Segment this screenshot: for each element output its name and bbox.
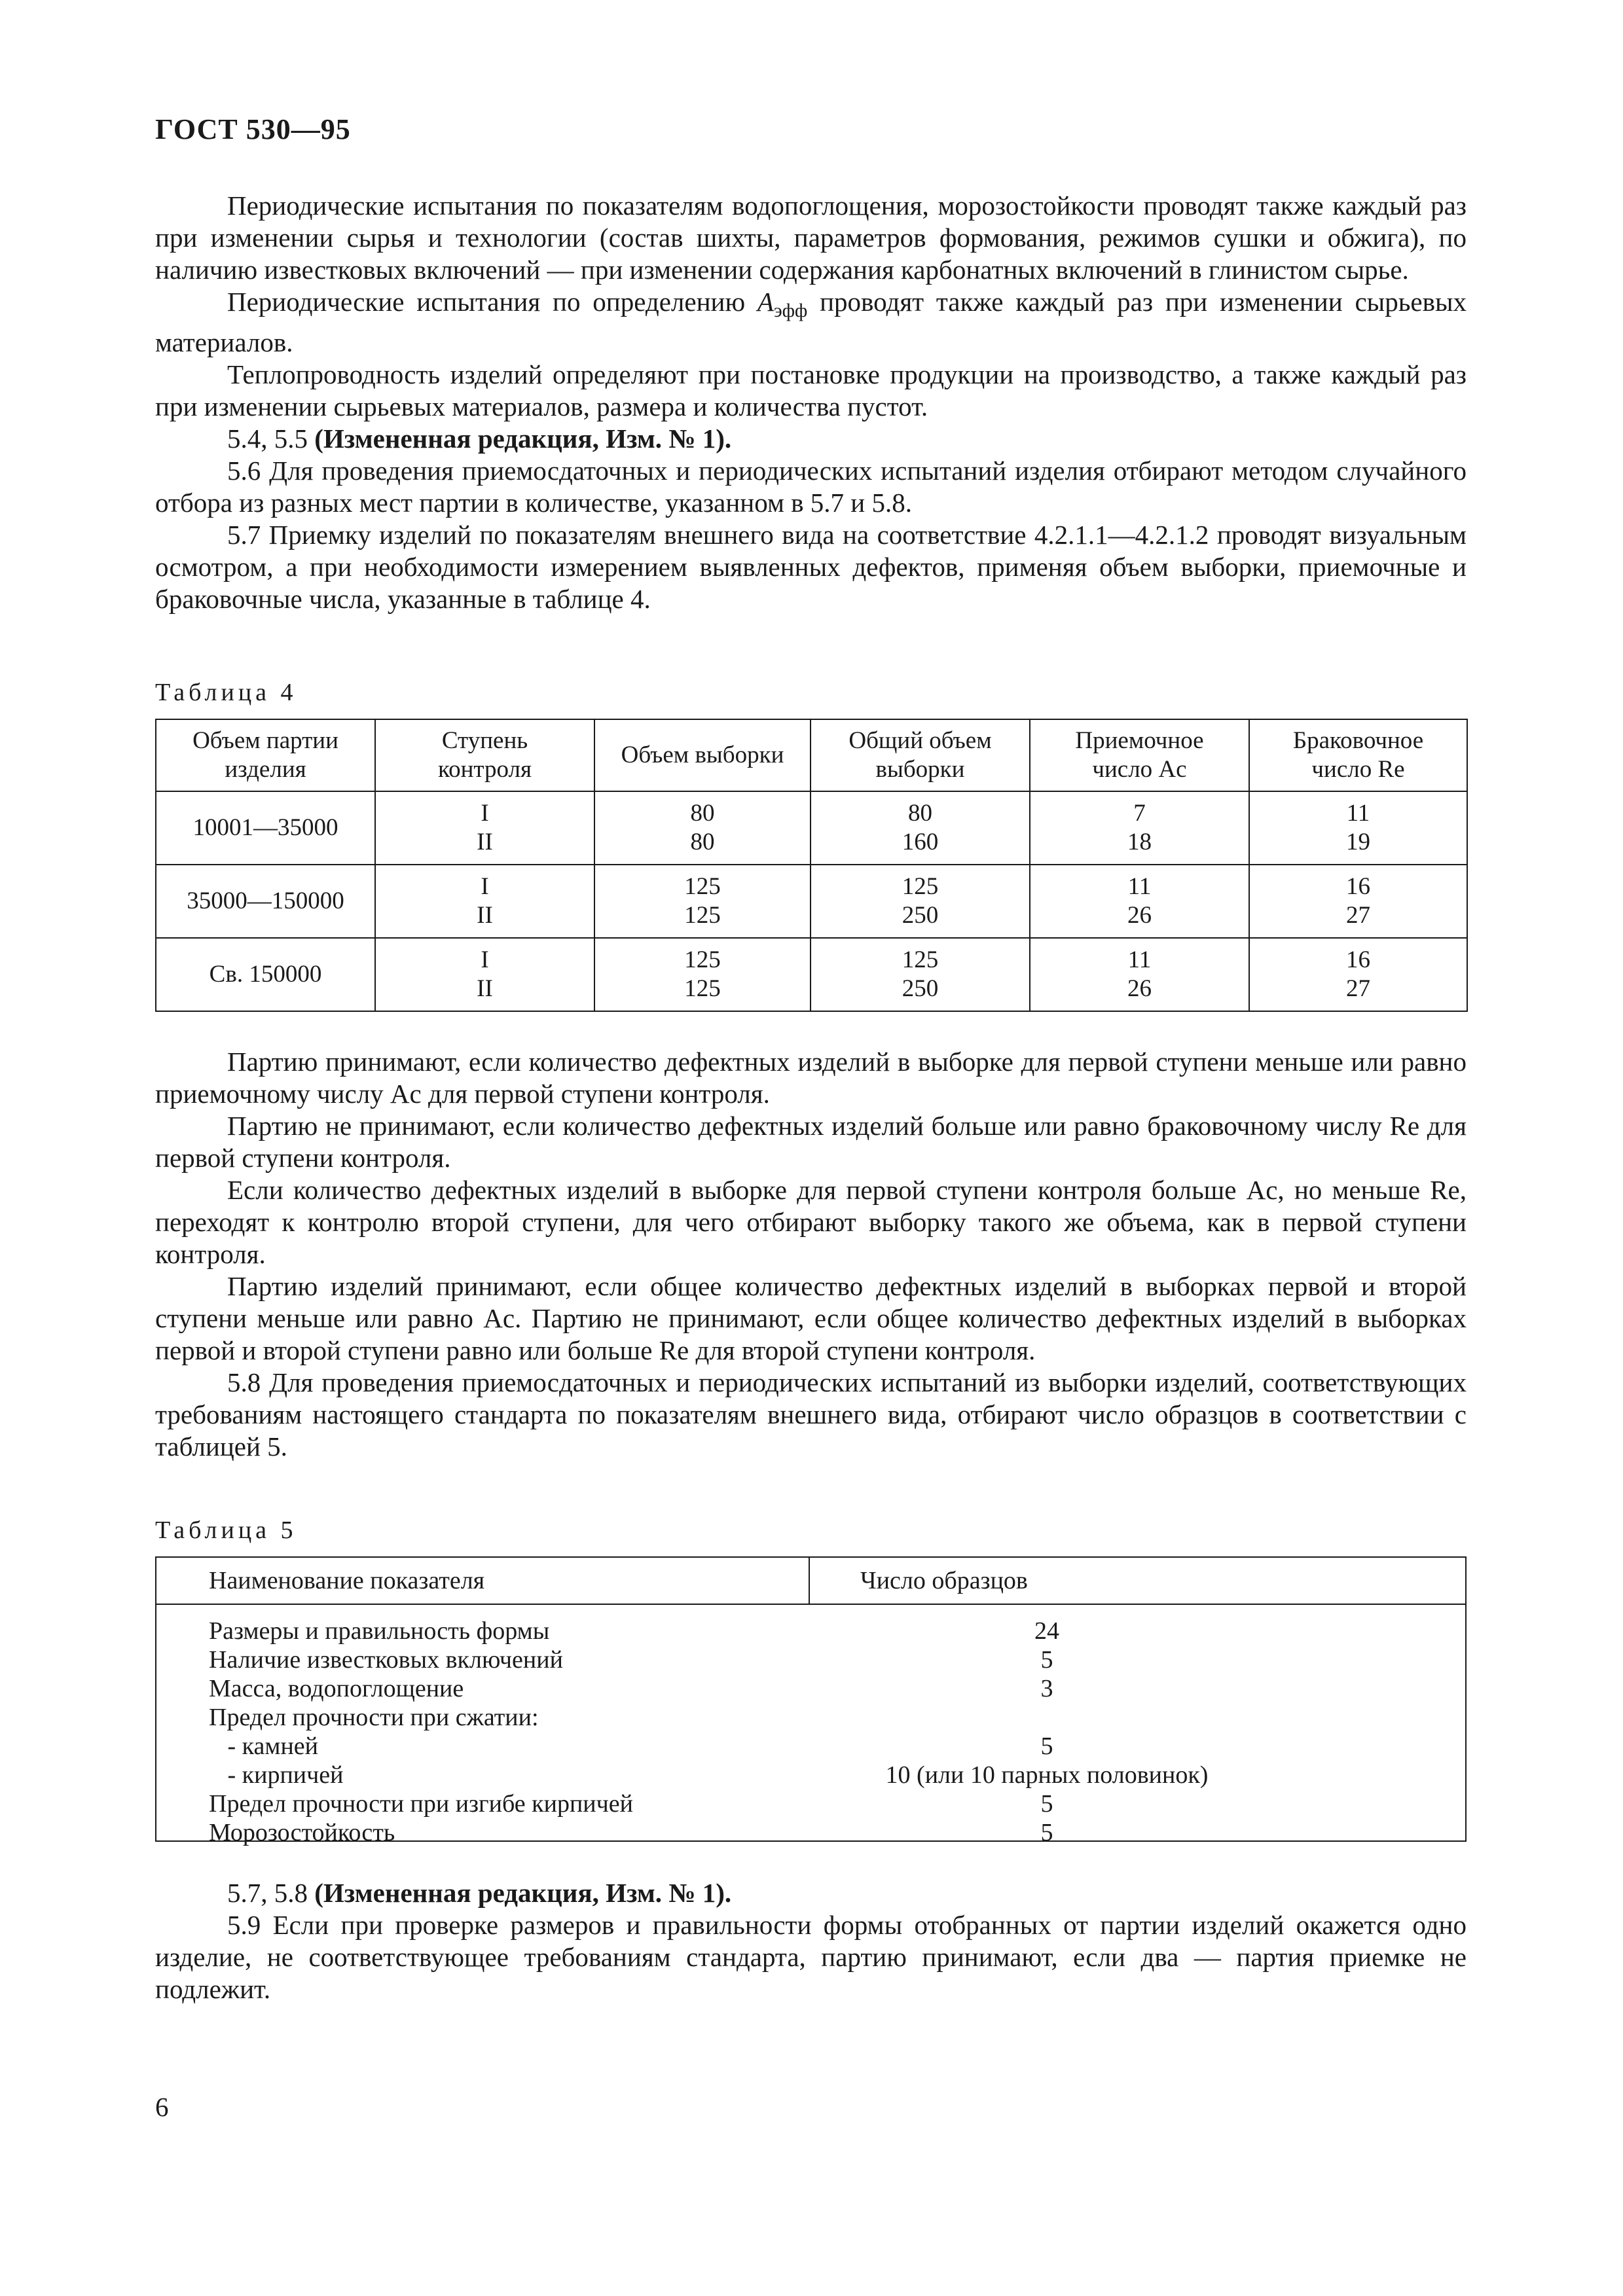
amendment-note bbox=[155, 423, 1467, 455]
cell-sample: 80 80 bbox=[594, 791, 811, 865]
cell-total: 125 250 bbox=[811, 938, 1030, 1011]
cell-ac: 7 18 bbox=[1030, 791, 1249, 865]
table5-body bbox=[156, 1617, 1465, 1847]
cell-re: 16 27 bbox=[1249, 938, 1467, 1011]
paragraph-5-7: 5.7 Приемку изделий по показателям внешнего вида на соответствие 4.2.1.1—4.2.1.2 проводят визуальным осмотром, а при необходимости измерением выявленных дефектов, применяя объем выборки, приемочные и браковочные числа, указанные в таблице 4. bbox=[155, 520, 1467, 615]
cell-stage: I II bbox=[375, 865, 594, 938]
table5-header bbox=[156, 1558, 1465, 1605]
cell-ac: 11 26 bbox=[1030, 865, 1249, 938]
paragraph: Периодические испытания по показателям водопоглощения, морозостойкости проводят также каждый раз при изменении сырья и технологии (состав шихты, параметров формования, режимов сушки и обжига), по наличию известковых включений — при изменении содержания карбонатных включений в глинистом сырье. bbox=[155, 190, 1467, 285]
table-row bbox=[156, 938, 1467, 1011]
header-lot: Объем партии изделия bbox=[156, 719, 375, 791]
header-stage: Ступень контроля bbox=[375, 719, 594, 791]
paragraph: Теплопроводность изделий определяют при постановке продукции на производство, а также каждый раз при изменении сырьевых материалов, размера и количества пустот. bbox=[155, 359, 1467, 422]
header-total: Общий объем выборки bbox=[811, 719, 1030, 791]
cell-re: 16 27 bbox=[1249, 865, 1467, 938]
cell-total: 125 250 bbox=[811, 865, 1030, 938]
header-indicator: Наименование показателя bbox=[209, 1567, 485, 1594]
table5-label: Таблица 5 bbox=[155, 1516, 297, 1544]
table-row: Наличие известковых включений 5 bbox=[209, 1646, 1053, 1674]
paragraph: Партию не принимают, если количество дефектных изделий больше или равно браковочному числу Re для первой ступени контроля. bbox=[155, 1111, 1467, 1173]
table-row: Размеры и правильность формы 24 bbox=[209, 1617, 1059, 1645]
top-text-block bbox=[155, 190, 1467, 615]
paragraph-5-8: 5.8 Для проведения приемосдаточных и периодических испытаний из выборки изделий, соответствующих требованиям настоящего стандарта по показателям внешнего вида, отбирают число образцов в соответствии с таблицей 5. bbox=[155, 1367, 1467, 1462]
cell-sample: 125 125 bbox=[594, 865, 811, 938]
header-re: Браковочное число Re bbox=[1249, 719, 1467, 791]
paragraph-5-6: 5.6 Для проведения приемосдаточных и периодических испытаний изделия отбирают методом случайного отбора из разных мест партии в количестве, указанном в 5.7 и 5.8. bbox=[155, 456, 1467, 518]
amendment-text: (Измененная редакция, Изм. № 1). bbox=[314, 1878, 732, 1908]
table-row bbox=[156, 791, 1467, 865]
column-divider bbox=[809, 1558, 810, 1604]
aeff-text-before: Периодические испытания по определению bbox=[227, 287, 757, 317]
table-row: - камней 5 bbox=[209, 1732, 1053, 1760]
table-header-row bbox=[156, 719, 1467, 791]
table-row: Морозостойкость 5 bbox=[209, 1819, 1053, 1846]
cell-stage: I II bbox=[375, 791, 594, 865]
middle-text-block bbox=[155, 1046, 1467, 1463]
paragraph: Партию принимают, если количество дефектных изделий в выборке для первой ступени меньше или равно приемочному числу Ac для первой ступени контроля. bbox=[155, 1047, 1467, 1109]
cell-lot: Св. 150000 bbox=[156, 938, 375, 1011]
table4-label: Таблица 4 bbox=[155, 679, 297, 706]
aeff-subscript: эфф bbox=[773, 300, 808, 322]
cell-sample: 125 125 bbox=[594, 938, 811, 1011]
table-row bbox=[156, 865, 1467, 938]
header-sample: Объем выборки bbox=[594, 719, 811, 791]
amendment-prefix: 5.7, 5.8 bbox=[227, 1878, 315, 1908]
paragraph-5-9: 5.9 Если при проверке размеров и правильности формы отобранных от партии изделий окажется одно изделие, не соответствующее требованиям стандарта, партию принимают, если два — партия приемке не подлежит. bbox=[155, 1910, 1467, 2004]
aeff-text-after: проводят также каждый раз при изменении сырьевых материалов. bbox=[155, 287, 1467, 358]
aeff-symbol: А bbox=[757, 287, 774, 317]
aeff-paragraph bbox=[155, 286, 1467, 359]
amendment-text: (Измененная редакция, Изм. № 1). bbox=[314, 423, 732, 454]
header-samples: Число образцов bbox=[860, 1567, 1028, 1594]
table-4 bbox=[155, 719, 1468, 1012]
page-number: 6 bbox=[155, 2092, 169, 2122]
cell-lot: 35000—150000 bbox=[156, 865, 375, 938]
amendment-prefix: 5.4, 5.5 bbox=[227, 423, 315, 454]
bottom-text-block bbox=[155, 1877, 1467, 2005]
table-row: Предел прочности при изгибе кирпичей 5 bbox=[209, 1790, 1053, 1818]
cell-total: 80 160 bbox=[811, 791, 1030, 865]
standard-header: ГОСТ 530—95 bbox=[155, 113, 351, 145]
table-5 bbox=[155, 1556, 1467, 1846]
cell-re: 11 19 bbox=[1249, 791, 1467, 865]
cell-lot: 10001—35000 bbox=[156, 791, 375, 865]
table-row: - кирпичей 10 (или 10 парных половинок) bbox=[209, 1761, 1209, 1789]
cell-stage: I II bbox=[375, 938, 594, 1011]
header-ac: Приемочное число Ac bbox=[1030, 719, 1249, 791]
amendment-note bbox=[155, 1877, 1467, 1909]
paragraph: Партию изделий принимают, если общее количество дефектных изделий в выборках первой и второй ступени меньше или равно Ac. Партию не принимают, если общее количество дефектных изделий в выборках первой и второй ступени равно или больше Re для второй ступени контроля. bbox=[155, 1271, 1467, 1365]
table-row: Предел прочности при сжатии: bbox=[209, 1704, 539, 1731]
cell-ac: 11 26 bbox=[1030, 938, 1249, 1011]
table-row: Масса, водопоглощение 3 bbox=[209, 1675, 1053, 1702]
paragraph: Если количество дефектных изделий в выборке для первой ступени контроля больше Ac, но меньше Re, переходят к контролю второй ступени, для чего отбирают выборку такого же объема, как в первой ступени контроля. bbox=[155, 1175, 1467, 1269]
